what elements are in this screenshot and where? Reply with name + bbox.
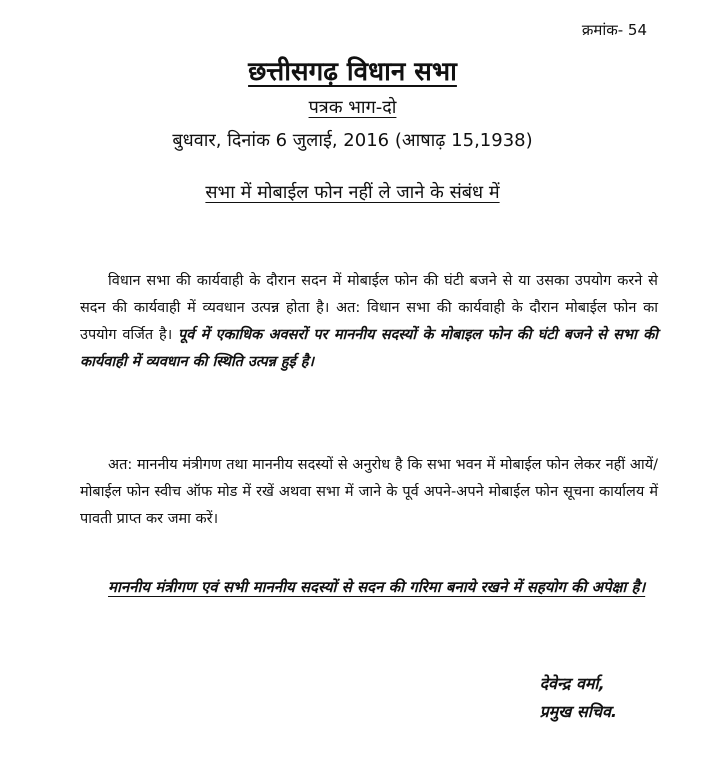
- document-date: बुधवार, दिनांक 6 जुलाई, 2016 (आषाढ़ 15,1938): [172, 130, 533, 151]
- paragraph-1-emphasis: पूर्व में एकाधिक अवसरों पर माननीय सदस्यों के मोबाइल फोन की घंटी बजने से सभा की कार्यवाही में व्यवधान की स्थिति उत्पन्न हुई है।: [80, 327, 659, 370]
- document-title: छत्तीसगढ़ विधान सभा: [248, 57, 457, 87]
- paragraph-3: माननीय मंत्रीगण एवं सभी माननीय सदस्यों से सदन की गरिमा बनाये रखने में सहयोग की अपेक्षा है।: [108, 578, 646, 596]
- document-subject: सभा में मोबाईल फोन नहीं ले जाने के संबंध में: [205, 182, 500, 203]
- signature-block: [540, 670, 617, 726]
- signatory-name: देवेन्द्र वर्मा,: [539, 674, 605, 693]
- paragraph-1-text: विधान सभा की कार्यवाही के दौरान सदन में मोबाईल फोन की घंटी बजने से या उसका उपयोग करने से सदन की कार्यवाही में व्यवधान उत्पन्न होता है। अत: विधान सभा की कार्यवाही के दौरान मोबाईल फोन का उपयोग वर्जित है।: [80, 273, 658, 343]
- document-subtitle: पत्रक भाग-दो: [308, 97, 397, 118]
- paragraph-2: अत: माननीय मंत्रीगण तथा माननीय सदस्यों से अनुरोध है कि सभा भवन में मोबाईल फोन लेकर नहीं आयें/मोबाईल फोन स्वीच ऑफ मोड में रखें अथवा सभा में जाने के पूर्व अपने-अपने मोबाईल फोन सूचना कार्यालय में पावती प्राप्त कर जमा करें।: [80, 457, 658, 527]
- signatory-designation: प्रमुख सचिव.: [539, 702, 617, 721]
- serial-number: क्रमांक- 54: [581, 21, 647, 39]
- paragraph-1: [80, 268, 658, 376]
